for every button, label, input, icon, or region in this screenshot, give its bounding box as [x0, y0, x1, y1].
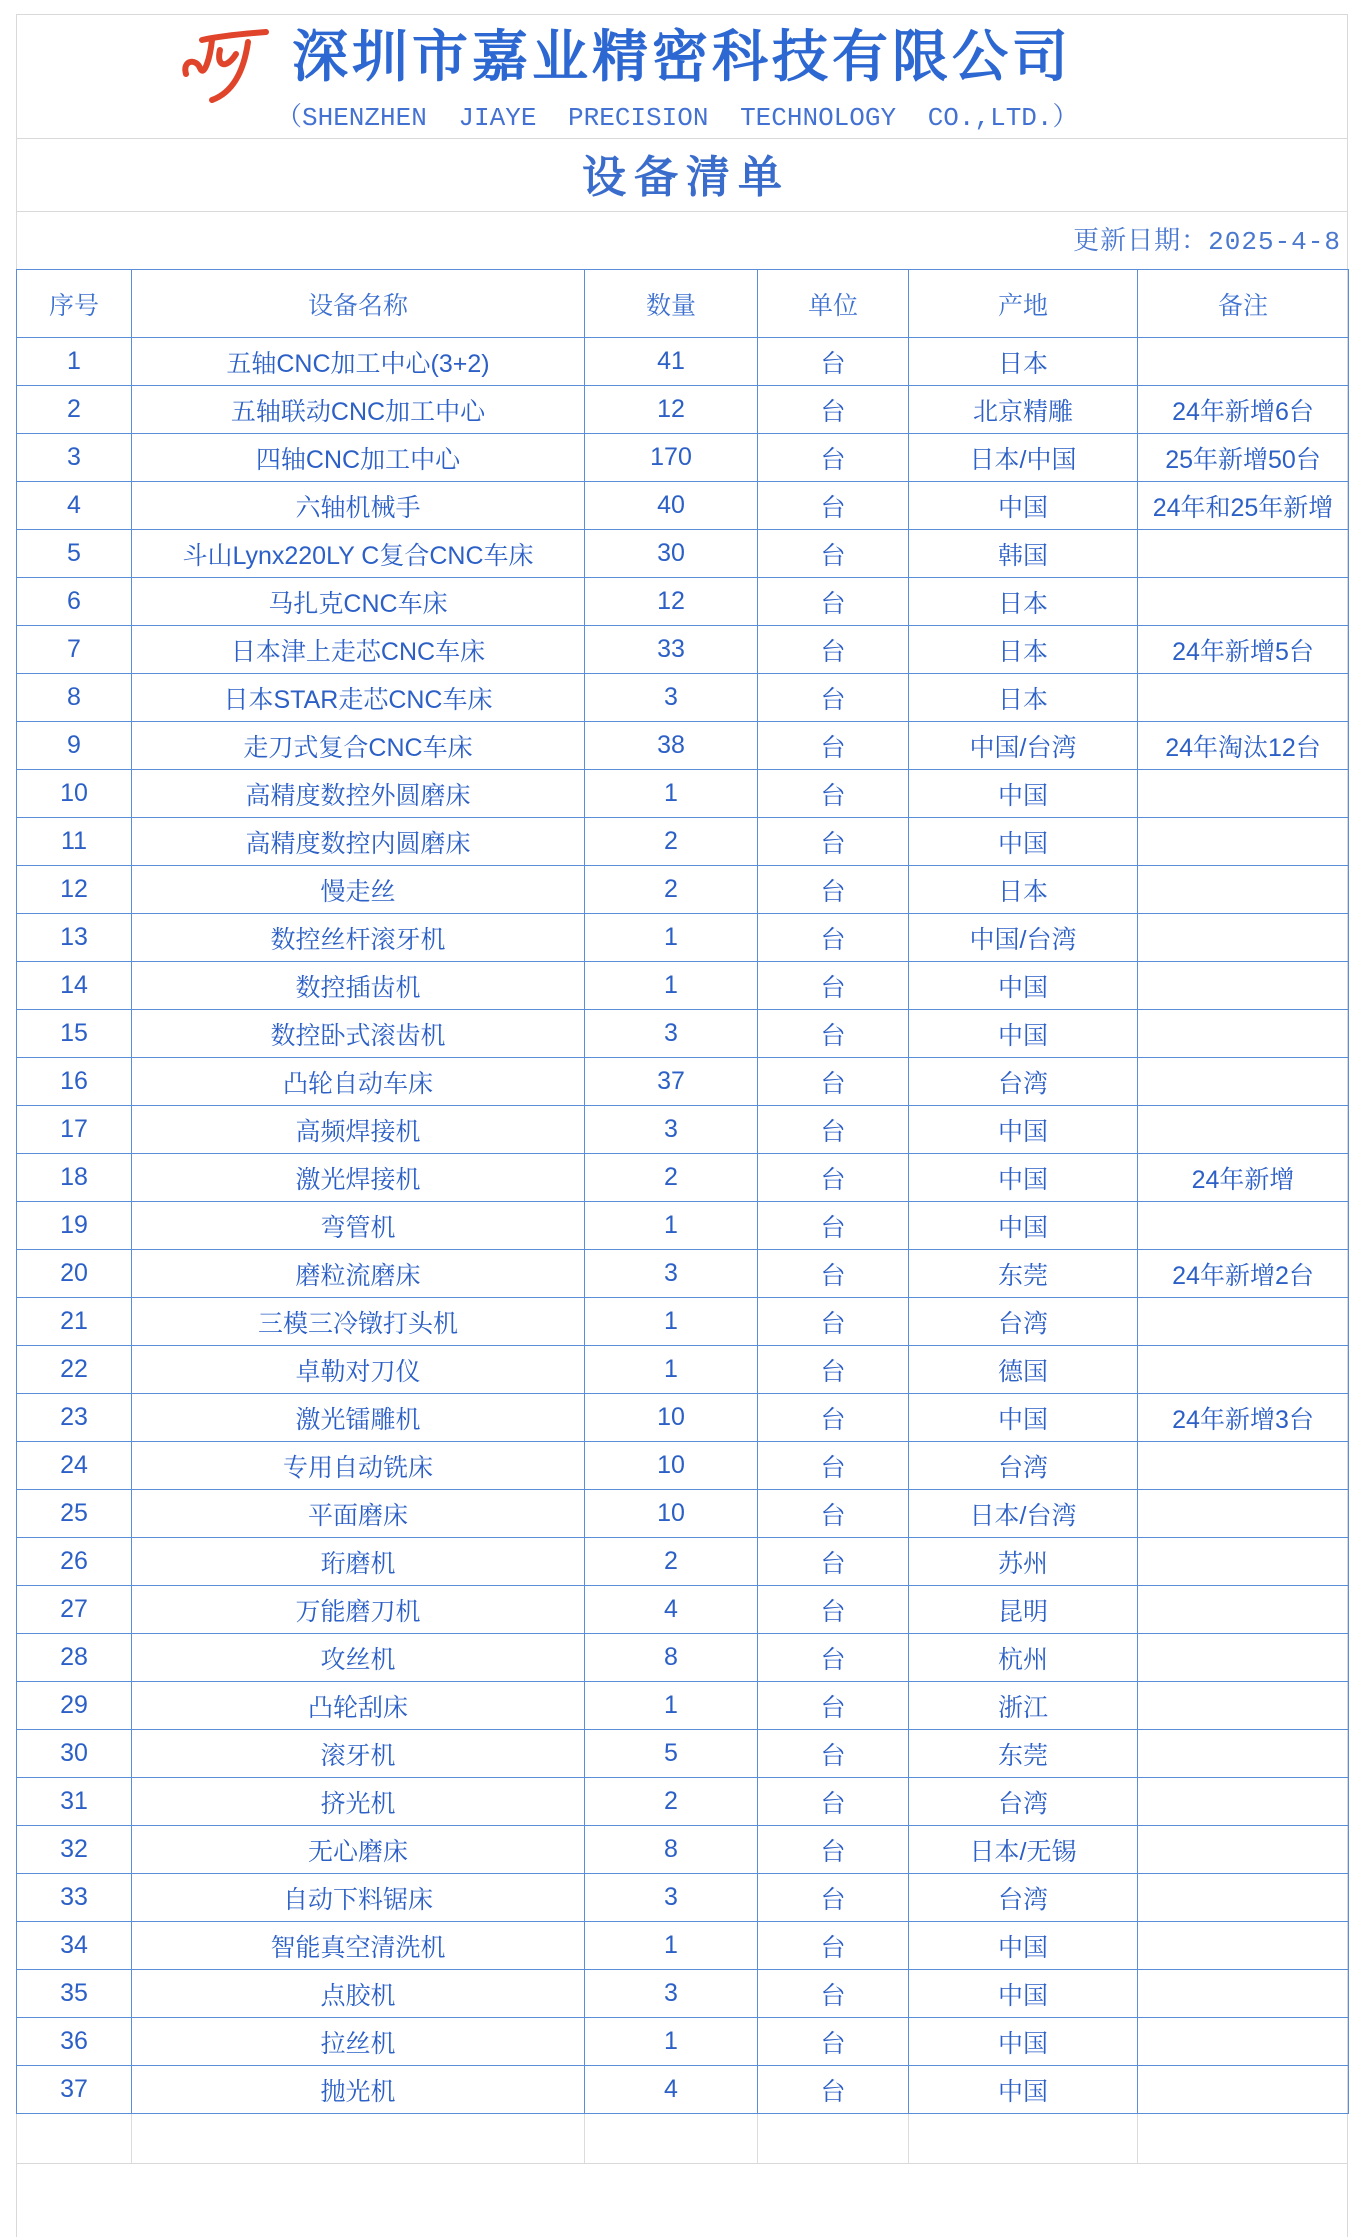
- cell-qty: 38: [585, 722, 758, 770]
- cell-qty: 1: [585, 770, 758, 818]
- cell-origin: 台湾: [909, 1778, 1138, 1826]
- table-row: [17, 1154, 1349, 1202]
- table-row: [17, 674, 1349, 722]
- blank-cell: [132, 2114, 585, 2163]
- cell-remark: [1138, 1106, 1349, 1154]
- header-unit: 单位: [758, 270, 909, 338]
- cell-no: 37: [17, 2066, 132, 2114]
- cell-origin: 中国/台湾: [909, 914, 1138, 962]
- cell-name: 滚牙机: [132, 1730, 585, 1778]
- cell-qty: 10: [585, 1442, 758, 1490]
- cell-unit: 台: [758, 1874, 909, 1922]
- cell-no: 19: [17, 1202, 132, 1250]
- cell-qty: 2: [585, 1538, 758, 1586]
- cell-qty: 1: [585, 1202, 758, 1250]
- cell-origin: 台湾: [909, 1442, 1138, 1490]
- cell-origin: 北京精雕: [909, 386, 1138, 434]
- cell-unit: 台: [758, 434, 909, 482]
- cell-name: 五轴CNC加工中心(3+2): [132, 338, 585, 386]
- table-row: [17, 770, 1349, 818]
- cell-origin: 浙江: [909, 1682, 1138, 1730]
- table-row: [17, 1490, 1349, 1538]
- cell-unit: 台: [758, 1490, 909, 1538]
- header-remark: 备注: [1138, 270, 1349, 338]
- blank-cell: [17, 2114, 132, 2163]
- table-row: [17, 1346, 1349, 1394]
- cell-remark: [1138, 1730, 1349, 1778]
- cell-unit: 台: [758, 1586, 909, 1634]
- table-body: [17, 338, 1349, 2114]
- cell-origin: 苏州: [909, 1538, 1138, 1586]
- cell-unit: 台: [758, 530, 909, 578]
- cell-origin: 日本: [909, 338, 1138, 386]
- cell-remark: [1138, 1490, 1349, 1538]
- cell-remark: [1138, 1778, 1349, 1826]
- cell-no: 22: [17, 1346, 132, 1394]
- cell-remark: 24年淘汰12台: [1138, 722, 1349, 770]
- cell-unit: 台: [758, 770, 909, 818]
- cell-origin: 日本/中国: [909, 434, 1138, 482]
- table-row: [17, 818, 1349, 866]
- cell-qty: 3: [585, 1874, 758, 1922]
- table-row: [17, 914, 1349, 962]
- cell-unit: 台: [758, 1010, 909, 1058]
- table-row: [17, 482, 1349, 530]
- cell-no: 28: [17, 1634, 132, 1682]
- cell-origin: 中国: [909, 1970, 1138, 2018]
- cell-unit: 台: [758, 818, 909, 866]
- cell-name: 日本STAR走芯CNC车床: [132, 674, 585, 722]
- cell-qty: 40: [585, 482, 758, 530]
- cell-name: 马扎克CNC车床: [132, 578, 585, 626]
- cell-remark: 24年和25年新增: [1138, 482, 1349, 530]
- cell-name: 慢走丝: [132, 866, 585, 914]
- cell-remark: [1138, 770, 1349, 818]
- cell-unit: 台: [758, 2018, 909, 2066]
- cell-name: 高精度数控内圆磨床: [132, 818, 585, 866]
- cell-name: 弯管机: [132, 1202, 585, 1250]
- cell-no: 33: [17, 1874, 132, 1922]
- table-row: [17, 1682, 1349, 1730]
- cell-unit: 台: [758, 1394, 909, 1442]
- cell-origin: 东莞: [909, 1730, 1138, 1778]
- cell-unit: 台: [758, 1106, 909, 1154]
- cell-unit: 台: [758, 1922, 909, 1970]
- cell-no: 36: [17, 2018, 132, 2066]
- table-row: [17, 338, 1349, 386]
- cell-name: 磨粒流磨床: [132, 1250, 585, 1298]
- cell-remark: [1138, 578, 1349, 626]
- cell-name: 三模三冷镦打头机: [132, 1298, 585, 1346]
- cell-origin: 日本: [909, 866, 1138, 914]
- cell-remark: [1138, 338, 1349, 386]
- table-row: [17, 626, 1349, 674]
- blank-cell: [1138, 2114, 1347, 2163]
- cell-remark: [1138, 674, 1349, 722]
- cell-name: 四轴CNC加工中心: [132, 434, 585, 482]
- cell-unit: 台: [758, 1154, 909, 1202]
- cell-origin: 日本: [909, 674, 1138, 722]
- cell-origin: 中国: [909, 818, 1138, 866]
- cell-unit: 台: [758, 1298, 909, 1346]
- cell-no: 24: [17, 1442, 132, 1490]
- cell-name: 数控插齿机: [132, 962, 585, 1010]
- blank-row: [17, 2114, 1347, 2164]
- cell-remark: [1138, 1346, 1349, 1394]
- cell-no: 10: [17, 770, 132, 818]
- cell-remark: [1138, 2018, 1349, 2066]
- cell-remark: [1138, 1682, 1349, 1730]
- cell-unit: 台: [758, 914, 909, 962]
- cell-remark: 24年新增6台: [1138, 386, 1349, 434]
- table-row: [17, 530, 1349, 578]
- table-row: [17, 1922, 1349, 1970]
- cell-no: 23: [17, 1394, 132, 1442]
- cell-qty: 3: [585, 1010, 758, 1058]
- cell-remark: 24年新增3台: [1138, 1394, 1349, 1442]
- header-name: 设备名称: [132, 270, 585, 338]
- cell-qty: 4: [585, 2066, 758, 2114]
- cell-unit: 台: [758, 1634, 909, 1682]
- cell-name: 万能磨刀机: [132, 1586, 585, 1634]
- cell-qty: 3: [585, 674, 758, 722]
- cell-no: 25: [17, 1490, 132, 1538]
- table-row: [17, 1634, 1349, 1682]
- table-row: [17, 1442, 1349, 1490]
- cell-no: 5: [17, 530, 132, 578]
- cell-unit: 台: [758, 1442, 909, 1490]
- cell-origin: 昆明: [909, 1586, 1138, 1634]
- cell-no: 6: [17, 578, 132, 626]
- cell-remark: [1138, 1922, 1349, 1970]
- cell-no: 2: [17, 386, 132, 434]
- table-row: [17, 866, 1349, 914]
- title-divider: [17, 211, 1347, 212]
- header-qty: 数量: [585, 270, 758, 338]
- cell-unit: 台: [758, 1730, 909, 1778]
- cell-remark: [1138, 1058, 1349, 1106]
- header-origin: 产地: [909, 270, 1138, 338]
- table-row: [17, 962, 1349, 1010]
- company-logo-icon: [180, 28, 272, 104]
- cell-remark: [1138, 1010, 1349, 1058]
- cell-qty: 12: [585, 578, 758, 626]
- cell-qty: 5: [585, 1730, 758, 1778]
- cell-remark: [1138, 1202, 1349, 1250]
- cell-qty: 3: [585, 1250, 758, 1298]
- table-row: [17, 1970, 1349, 2018]
- cell-qty: 2: [585, 866, 758, 914]
- cell-name: 五轴联动CNC加工中心: [132, 386, 585, 434]
- equipment-table: [16, 269, 1349, 2114]
- cell-origin: 日本: [909, 626, 1138, 674]
- cell-qty: 1: [585, 914, 758, 962]
- table-row: [17, 1730, 1349, 1778]
- cell-remark: [1138, 1826, 1349, 1874]
- cell-unit: 台: [758, 1826, 909, 1874]
- cell-name: 走刀式复合CNC车床: [132, 722, 585, 770]
- cell-unit: 台: [758, 1682, 909, 1730]
- cell-origin: 日本/台湾: [909, 1490, 1138, 1538]
- cell-name: 专用自动铣床: [132, 1442, 585, 1490]
- cell-unit: 台: [758, 1970, 909, 2018]
- table-row: [17, 578, 1349, 626]
- cell-name: 攻丝机: [132, 1634, 585, 1682]
- cell-unit: 台: [758, 866, 909, 914]
- cell-origin: 台湾: [909, 1298, 1138, 1346]
- cell-no: 3: [17, 434, 132, 482]
- cell-origin: 中国: [909, 770, 1138, 818]
- cell-no: 12: [17, 866, 132, 914]
- cell-origin: 德国: [909, 1346, 1138, 1394]
- cell-no: 17: [17, 1106, 132, 1154]
- cell-no: 1: [17, 338, 132, 386]
- cell-no: 32: [17, 1826, 132, 1874]
- cell-name: 高精度数控外圆磨床: [132, 770, 585, 818]
- cell-qty: 1: [585, 1298, 758, 1346]
- cell-origin: 韩国: [909, 530, 1138, 578]
- cell-name: 卓勒对刀仪: [132, 1346, 585, 1394]
- cell-remark: 24年新增2台: [1138, 1250, 1349, 1298]
- cell-remark: [1138, 1442, 1349, 1490]
- cell-origin: 东莞: [909, 1250, 1138, 1298]
- cell-unit: 台: [758, 1058, 909, 1106]
- cell-origin: 中国: [909, 1106, 1138, 1154]
- cell-name: 珩磨机: [132, 1538, 585, 1586]
- blank-cell: [758, 2114, 909, 2163]
- cell-origin: 台湾: [909, 1058, 1138, 1106]
- table-row: [17, 386, 1349, 434]
- cell-name: 拉丝机: [132, 2018, 585, 2066]
- cell-remark: [1138, 1538, 1349, 1586]
- blank-cell: [909, 2114, 1138, 2163]
- cell-name: 挤光机: [132, 1778, 585, 1826]
- cell-no: 27: [17, 1586, 132, 1634]
- cell-name: 凸轮刮床: [132, 1682, 585, 1730]
- cell-remark: [1138, 530, 1349, 578]
- page-title: 设备清单: [582, 153, 790, 202]
- cell-name: 智能真空清洗机: [132, 1922, 585, 1970]
- cell-qty: 4: [585, 1586, 758, 1634]
- cell-unit: 台: [758, 1778, 909, 1826]
- cell-remark: [1138, 1634, 1349, 1682]
- cell-origin: 中国: [909, 2018, 1138, 2066]
- cell-remark: [1138, 1298, 1349, 1346]
- cell-unit: 台: [758, 578, 909, 626]
- cell-origin: 中国: [909, 1394, 1138, 1442]
- cell-qty: 12: [585, 386, 758, 434]
- cell-no: 15: [17, 1010, 132, 1058]
- cell-unit: 台: [758, 1202, 909, 1250]
- cell-no: 26: [17, 1538, 132, 1586]
- table-row: [17, 1826, 1349, 1874]
- cell-unit: 台: [758, 386, 909, 434]
- cell-name: 凸轮自动车床: [132, 1058, 585, 1106]
- cell-remark: [1138, 1586, 1349, 1634]
- cell-name: 斗山Lynx220LY C复合CNC车床: [132, 530, 585, 578]
- header-no: 序号: [17, 270, 132, 338]
- cell-qty: 1: [585, 2018, 758, 2066]
- cell-qty: 8: [585, 1634, 758, 1682]
- cell-qty: 30: [585, 530, 758, 578]
- table-row: [17, 1394, 1349, 1442]
- cell-qty: 1: [585, 1922, 758, 1970]
- cell-qty: 10: [585, 1490, 758, 1538]
- cell-unit: 台: [758, 626, 909, 674]
- cell-origin: 中国: [909, 2066, 1138, 2114]
- cell-no: 13: [17, 914, 132, 962]
- cell-origin: 中国: [909, 1922, 1138, 1970]
- cell-unit: 台: [758, 1250, 909, 1298]
- cell-origin: 日本/无锡: [909, 1826, 1138, 1874]
- cell-no: 29: [17, 1682, 132, 1730]
- cell-remark: 25年新增50台: [1138, 434, 1349, 482]
- cell-name: 激光焊接机: [132, 1154, 585, 1202]
- cell-no: 9: [17, 722, 132, 770]
- cell-origin: 中国: [909, 962, 1138, 1010]
- table-row: [17, 1202, 1349, 1250]
- cell-no: 30: [17, 1730, 132, 1778]
- cell-no: 16: [17, 1058, 132, 1106]
- cell-no: 18: [17, 1154, 132, 1202]
- cell-remark: [1138, 962, 1349, 1010]
- cell-qty: 2: [585, 1154, 758, 1202]
- table-header-row: [17, 270, 1349, 338]
- cell-no: 35: [17, 1970, 132, 2018]
- cell-remark: [1138, 1874, 1349, 1922]
- company-name-english: （SHENZHEN JIAYE PRECISION TECHNOLOGY CO.,LTD.）: [276, 103, 1079, 133]
- cell-qty: 1: [585, 1346, 758, 1394]
- blank-cell: [585, 2114, 758, 2163]
- cell-remark: 24年新增5台: [1138, 626, 1349, 674]
- table-row: [17, 2066, 1349, 2114]
- cell-qty: 10: [585, 1394, 758, 1442]
- cell-remark: 24年新增: [1138, 1154, 1349, 1202]
- cell-unit: 台: [758, 722, 909, 770]
- cell-qty: 2: [585, 818, 758, 866]
- table-row: [17, 722, 1349, 770]
- cell-no: 20: [17, 1250, 132, 1298]
- table-row: [17, 1874, 1349, 1922]
- cell-name: 平面磨床: [132, 1490, 585, 1538]
- cell-no: 14: [17, 962, 132, 1010]
- cell-unit: 台: [758, 338, 909, 386]
- cell-qty: 1: [585, 1682, 758, 1730]
- cell-no: 7: [17, 626, 132, 674]
- cell-qty: 37: [585, 1058, 758, 1106]
- cell-unit: 台: [758, 2066, 909, 2114]
- cell-remark: [1138, 2066, 1349, 2114]
- cell-qty: 2: [585, 1778, 758, 1826]
- update-date: 更新日期：2025-4-8: [1073, 227, 1341, 257]
- cell-no: 34: [17, 1922, 132, 1970]
- cell-origin: 中国/台湾: [909, 722, 1138, 770]
- cell-origin: 中国: [909, 482, 1138, 530]
- cell-origin: 杭州: [909, 1634, 1138, 1682]
- cell-remark: [1138, 818, 1349, 866]
- cell-remark: [1138, 1970, 1349, 2018]
- company-name: 深圳市嘉业精密科技有限公司: [292, 25, 1072, 88]
- cell-no: 4: [17, 482, 132, 530]
- table-row: [17, 1778, 1349, 1826]
- cell-name: 无心磨床: [132, 1826, 585, 1874]
- table-row: [17, 1106, 1349, 1154]
- cell-name: 数控卧式滚齿机: [132, 1010, 585, 1058]
- cell-qty: 170: [585, 434, 758, 482]
- cell-origin: 中国: [909, 1202, 1138, 1250]
- cell-name: 六轴机械手: [132, 482, 585, 530]
- table-row: [17, 1250, 1349, 1298]
- table-row: [17, 1586, 1349, 1634]
- cell-unit: 台: [758, 1538, 909, 1586]
- cell-name: 数控丝杆滚牙机: [132, 914, 585, 962]
- cell-no: 11: [17, 818, 132, 866]
- cell-name: 日本津上走芯CNC车床: [132, 626, 585, 674]
- cell-origin: 中国: [909, 1154, 1138, 1202]
- cell-name: 抛光机: [132, 2066, 585, 2114]
- table-row: [17, 1058, 1349, 1106]
- table-row: [17, 434, 1349, 482]
- cell-unit: 台: [758, 674, 909, 722]
- cell-remark: [1138, 914, 1349, 962]
- cell-no: 31: [17, 1778, 132, 1826]
- cell-name: 高频焊接机: [132, 1106, 585, 1154]
- cell-name: 自动下料锯床: [132, 1874, 585, 1922]
- header-divider: [17, 138, 1347, 139]
- cell-qty: 1: [585, 962, 758, 1010]
- table-row: [17, 1298, 1349, 1346]
- cell-unit: 台: [758, 962, 909, 1010]
- cell-qty: 33: [585, 626, 758, 674]
- table-row: [17, 2018, 1349, 2066]
- cell-no: 8: [17, 674, 132, 722]
- cell-origin: 日本: [909, 578, 1138, 626]
- cell-origin: 中国: [909, 1010, 1138, 1058]
- cell-remark: [1138, 866, 1349, 914]
- cell-name: 点胶机: [132, 1970, 585, 2018]
- cell-qty: 8: [585, 1826, 758, 1874]
- cell-qty: 3: [585, 1970, 758, 2018]
- cell-origin: 台湾: [909, 1874, 1138, 1922]
- cell-unit: 台: [758, 1346, 909, 1394]
- cell-qty: 3: [585, 1106, 758, 1154]
- table-row: [17, 1538, 1349, 1586]
- table-row: [17, 1010, 1349, 1058]
- cell-name: 激光镭雕机: [132, 1394, 585, 1442]
- cell-qty: 41: [585, 338, 758, 386]
- cell-no: 21: [17, 1298, 132, 1346]
- cell-unit: 台: [758, 482, 909, 530]
